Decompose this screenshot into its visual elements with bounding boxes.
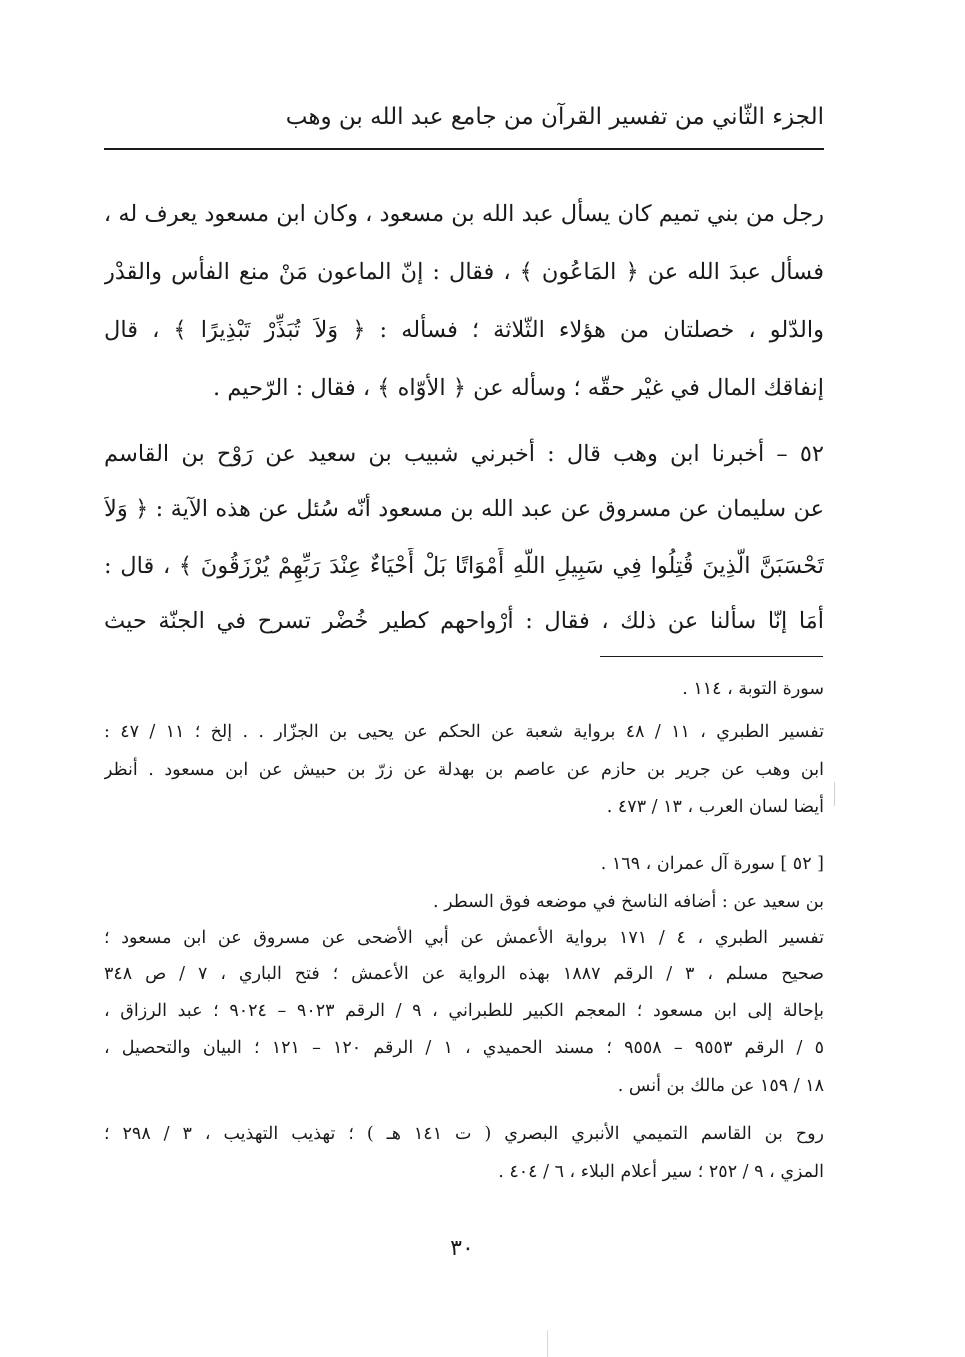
scan-artifact [547, 1330, 548, 1357]
footnote-line: تفسير الطبري ، ١١ / ٤٨ برواية شعبة عن الحكم عن يحيى بن الجزّار . . إلخ ؛ ١١ / ٤٧ : [104, 722, 824, 742]
footnote-line: أيضا لسان العرب ، ١٣ / ٤٧٣ . [606, 797, 824, 817]
footnote-line: بن سعيد عن : أضافه الناسخ في موضعه فوق السطر . [432, 892, 824, 912]
footnote-line: بإحالة إلى ابن مسعود ؛ المعجم الكبير للطبراني ، ٩ / الرقم ٩٠٢٣ – ٩٠٢٤ ؛ عبد الرزاق ، [104, 1001, 824, 1021]
body-line-3: والدّلو ، خصلتان من هؤلاء الثّلاثة ؛ فسأله : ﴿ وَلاَ تُبَذِّرْ تَبْذِيرًا ﴾ ، قال [104, 317, 824, 343]
running-header: الجزء الثّاني من تفسير القرآن من جامع عبد الله بن وهب [285, 104, 824, 130]
body-line-7: تَحْسَبَنَّ الَّذِينَ قُتِلُوا فِي سَبِيلِ اللَّهِ أَمْوَاتًا بَلْ أَحْيَاءٌ عِنْدَ رَبِّهِمْ يُرْزَقُونَ ﴾ ، قال : [104, 553, 824, 579]
footnote-line: صحيح مسلم ، ٣ / الرقم ١٨٨٧ بهذه الرواية عن الأعمش ؛ فتح الباري ، ٧ / ص ٣٤٨ [104, 964, 824, 984]
footnote-line: [ ٥٢ ] سورة آل عمران ، ١٦٩ . [600, 854, 824, 874]
body-line-2: فسأل عبدَ الله عن ﴿ المَاعُون ﴾ ، فقال : إنّ الماعون مَنْ منع الفأس والقدْر [104, 259, 824, 285]
footnote-line: ٥ / الرقم ٩٥٥٣ – ٩٥٥٨ ؛ مسند الحميدي ، ١ / الرقم ١٢٠ – ١٢١ ؛ البيان والتحصيل ، [104, 1038, 824, 1058]
footnote-divider [600, 656, 823, 657]
footnote-line: المزي ، ٩ / ٢٥٢ ؛ سير أعلام البلاء ، ٦ / ٤٠٤ . [498, 1162, 824, 1182]
scan-artifact [834, 782, 835, 806]
body-line-8: أمَا إنّا سألنا عن ذلك ، فقال : أرْواحهم كطير خُضْر تسرح في الجنّة حيث [104, 608, 824, 634]
body-line-5: ٥٢ – أخبرنا ابن وهب قال : أخبرني شبيب بن سعيد عن رَوْح بن القاسم [104, 441, 824, 467]
footnote-line: سورة التوبة ، ١١٤ . [682, 679, 824, 699]
footnote-line: تفسير الطبري ، ٤ / ١٧١ برواية الأعمش عن أبي الأضحى عن مسروق عن ابن مسعود ؛ [104, 928, 824, 948]
body-line-1: رجل من بني تميم كان يسأل عبد الله بن مسعود ، وكان ابن مسعود يعرف له ، [104, 201, 824, 227]
header-divider [104, 148, 824, 150]
footnote-line: ابن وهب عن جرير بن حازم عن عاصم بن بهدلة عن زرّ بن حبيش عن ابن مسعود . أنظر [104, 760, 824, 780]
page-number: ٣٠ [450, 1236, 474, 1261]
body-line-4: إنفاقك المال في غيْر حقّه ؛ وسأله عن ﴿ الأوّاه ﴾ ، فقال : الرّحيم . [213, 375, 824, 401]
body-line-6: عن سليمان عن مسروق عن عبد الله بن مسعود أنّه سُئل عن هذه الآية : ﴿ وَلاَ [104, 496, 824, 522]
footnote-line: ١٨ / ١٥٩ عن مالك بن أنس . [617, 1076, 824, 1096]
footnote-line: روح بن القاسم التميمي الأنبري البصري ( ت ١٤١ هـ ) ؛ تهذيب التهذيب ، ٣ / ٢٩٨ ؛ [104, 1124, 824, 1144]
